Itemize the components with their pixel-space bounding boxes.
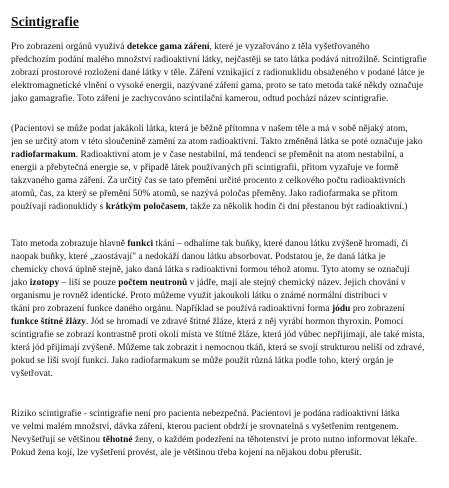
text-run: naopak buňky, které „zaostávají" a nedokáží danou látku absorbovat. Podstatou je, že daná látka je: [11, 252, 386, 262]
document-title: Scintigrafie: [11, 14, 79, 29]
paragraph: [11, 41, 449, 106]
text-run: jen se určitý atom v této sloučenině zamění za atom radioaktivní. Takto změněná látka se poté označuje jako: [11, 137, 423, 147]
text-run: Tato metoda zobrazuje hlavně: [11, 239, 128, 249]
text-run: tkáni pro zobrazení funkce daného orgánu. Například se používá radioaktivní forma: [11, 304, 332, 314]
text-line: [11, 80, 449, 93]
text-run: Pro zobrazeni orgánů využívá: [11, 42, 127, 52]
text-run: předchozím podání malého množství radioaktivní látky, nejčastěji se tato látka podává nitrožilně. Scintigrafie: [11, 55, 427, 65]
text-run: Riziko scintigrafie - scintigrafie není pro pacienta nebezpečná. Pacientovi je podána radioaktivní látka: [11, 409, 400, 419]
text-line: [11, 421, 449, 434]
text-line: [11, 188, 449, 201]
text-line: [11, 93, 449, 106]
paragraph: [11, 123, 449, 214]
text-run: zobrazí prostorové rozložení dané látky v těle. Záření vznikající z radionuklidu obsaženého v podané látce je: [11, 68, 425, 78]
text-line: [11, 290, 449, 303]
text-run: jako: [11, 278, 30, 288]
paragraph: [11, 408, 449, 460]
text-run: , takže za několik hodin či dní přestanou být radioaktivní.): [185, 202, 408, 212]
text-line: [11, 329, 449, 342]
text-line: [11, 408, 449, 421]
text-run: . Jód se hromadí ve zdravé štítné žláze, která z něj vyrábí hormon thyroxin. Pomocí: [85, 317, 404, 327]
text-line: [11, 136, 449, 149]
bold-text: jódu: [332, 304, 351, 314]
text-run: pro zobrazení: [350, 304, 405, 314]
text-run: Pokud žena kojí, lze vyšetření provést, ale je většinou třeba kojení na nějakou dobu přerušit.: [11, 448, 362, 458]
text-line: [11, 368, 449, 381]
bold-text: krátkým poločasem: [105, 202, 186, 212]
text-run: Nevyšetřují se většinou: [11, 435, 103, 445]
bold-text: funkce štítné žlázy: [11, 317, 86, 327]
text-run: organismu je rovněž identické. Proto můžeme využít jakoukoli látku o známé normální distribuci v: [11, 291, 388, 301]
text-line: [11, 149, 449, 162]
text-run: takzvaného gama záření. Za určitý čas se tato přeměni určité procento z celkového počtu radioaktivních: [11, 176, 406, 186]
text-run: ženy, o každém podezření na těhotenství je proto nutno informovat lékaře.: [132, 435, 418, 445]
text-run: která jód přijímají zvýšeně. Můžeme tak zobrazit i nemocnou tkáň, která se svojí strukturou neliší od zdravé,: [11, 343, 425, 353]
text-line: [11, 41, 449, 54]
text-run: elektromagnetické vlnění o vysoké energii, nazývané záření gama, proto se tato metoda také někdy označuje: [11, 81, 424, 91]
text-run: v jádře, mají ale stejný chemický název. Jejich chování v: [187, 278, 406, 288]
text-line: [11, 434, 449, 447]
text-line: [11, 251, 449, 264]
text-run: (Pacientovi se může podat jakákoli látka, která je běžně přítomna v našem těle a má v sobě nějaký atom,: [11, 124, 408, 134]
bold-text: těhotné: [102, 435, 133, 445]
text-line: [11, 201, 449, 214]
text-run: chemicky chová úplně stejně, jako daná látka s radioaktivní formou téhož atomu. Tyto atomy se označují: [11, 265, 410, 275]
text-run: pokud se liší svojí funkcí. Jako radiofarmakum se může použít různá látka podle toho, který orgán je: [11, 356, 394, 366]
text-line: [11, 355, 449, 368]
bold-text: počtem neutronů: [118, 278, 188, 288]
text-line: [11, 123, 449, 136]
text-line: [11, 54, 449, 67]
text-line: [11, 162, 449, 175]
bold-text: radiofarmakum: [11, 150, 76, 160]
text-line: [11, 316, 449, 329]
text-line: [11, 175, 449, 188]
text-line: [11, 342, 449, 355]
text-line: [11, 67, 449, 80]
text-line: [11, 264, 449, 277]
text-run: – liší se pouze: [59, 278, 119, 288]
text-run: atomů, čas, za který se přemění 50% atomů, se nazývá poločas přeměny. Jako radiofarmaka se přitom: [11, 189, 398, 199]
text-run: , které je vyzařováno z těla vyšetřovaného: [209, 42, 370, 52]
text-run: . Radioaktivní atom je v čase nestabilní, má tendenci se přeměnit na atom nestabilní, a: [75, 150, 404, 160]
text-run: energii a přebytečná energie se, v případě látek používaných při scintigrafii, přitom vyzařuje ve formě: [11, 163, 399, 173]
text-line: [11, 238, 449, 251]
text-line: [11, 447, 449, 460]
text-run: používají radionuklidy s: [11, 202, 106, 212]
bold-text: detekce gama záření: [126, 42, 210, 52]
text-line: [11, 277, 449, 290]
bold-text: izotopy: [29, 278, 60, 288]
text-run: vyšetřovat.: [11, 369, 53, 379]
paragraph: [11, 238, 449, 381]
text-run: scintigrafie se zobrazí kontrastně proti okolí místa ve štítné žláze, která jód vůbec nepřijímají, ale také místa,: [11, 330, 425, 340]
text-run: ve velmi malém množství, dávka záření, kterou pacient obdrží je srovnatelná s vyšetřením rentgenem.: [11, 422, 399, 432]
bold-text: funkci: [127, 239, 154, 249]
text-run: tkání – odhalíme tak buňky, které danou látku zvýšeně hromadí, či: [153, 239, 409, 249]
text-line: [11, 303, 449, 316]
text-run: jako gamagrafie. Toto záření je zachycováno scintilační kamerou, odtud pochází název scintigrafie.: [11, 94, 389, 104]
